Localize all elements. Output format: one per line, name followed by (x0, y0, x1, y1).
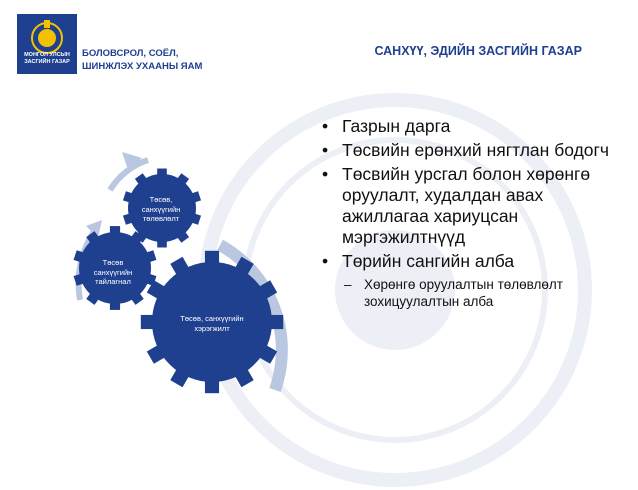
sub-bullet-item: – Хөрөнгө оруулалтын төлөвлөлт зохицуулалтын алба (342, 276, 618, 310)
bullet-text: Төсвийн ерөнхий нягтлан бодогч (342, 140, 610, 160)
gear-label-reporting: Төсөв санхүүгийн тайлагнал (93, 258, 133, 286)
bullet-item (318, 140, 618, 161)
bullet-item (318, 164, 618, 248)
ministry-name: БОЛОВСРОЛ, СОЁЛ, ШИНЖЛЭХ УХААНЫ ЯАМ (82, 48, 203, 72)
responsibility-list (318, 116, 618, 313)
gear-label-execution: Төсөв, санхүүгийн хэрэгжилт (180, 314, 244, 333)
department-title: САНХҮҮ, ЭДИЙН ЗАСГИЙН ГАЗАР (374, 44, 582, 58)
bullet-text: Төсвийн урсгал болон хөрөнгө оруулалт, худалдан авах ажиллагаа хариуцсан мэргэжилтнүүд (342, 164, 591, 247)
bullet-text: Газрын дарга (342, 116, 451, 136)
bullet-text: Төрийн сангийн алба (342, 251, 515, 271)
gear-label-planning: Төсөв, санхүүгийн төлөвлөлт (141, 195, 181, 223)
bullet-item (318, 116, 618, 137)
sub-bullet-list (342, 276, 618, 310)
logo-caption: МОНГОЛ УЛСЫН ЗАСГИЙН ГАЗАР (24, 52, 70, 65)
bullet-item (318, 251, 618, 310)
